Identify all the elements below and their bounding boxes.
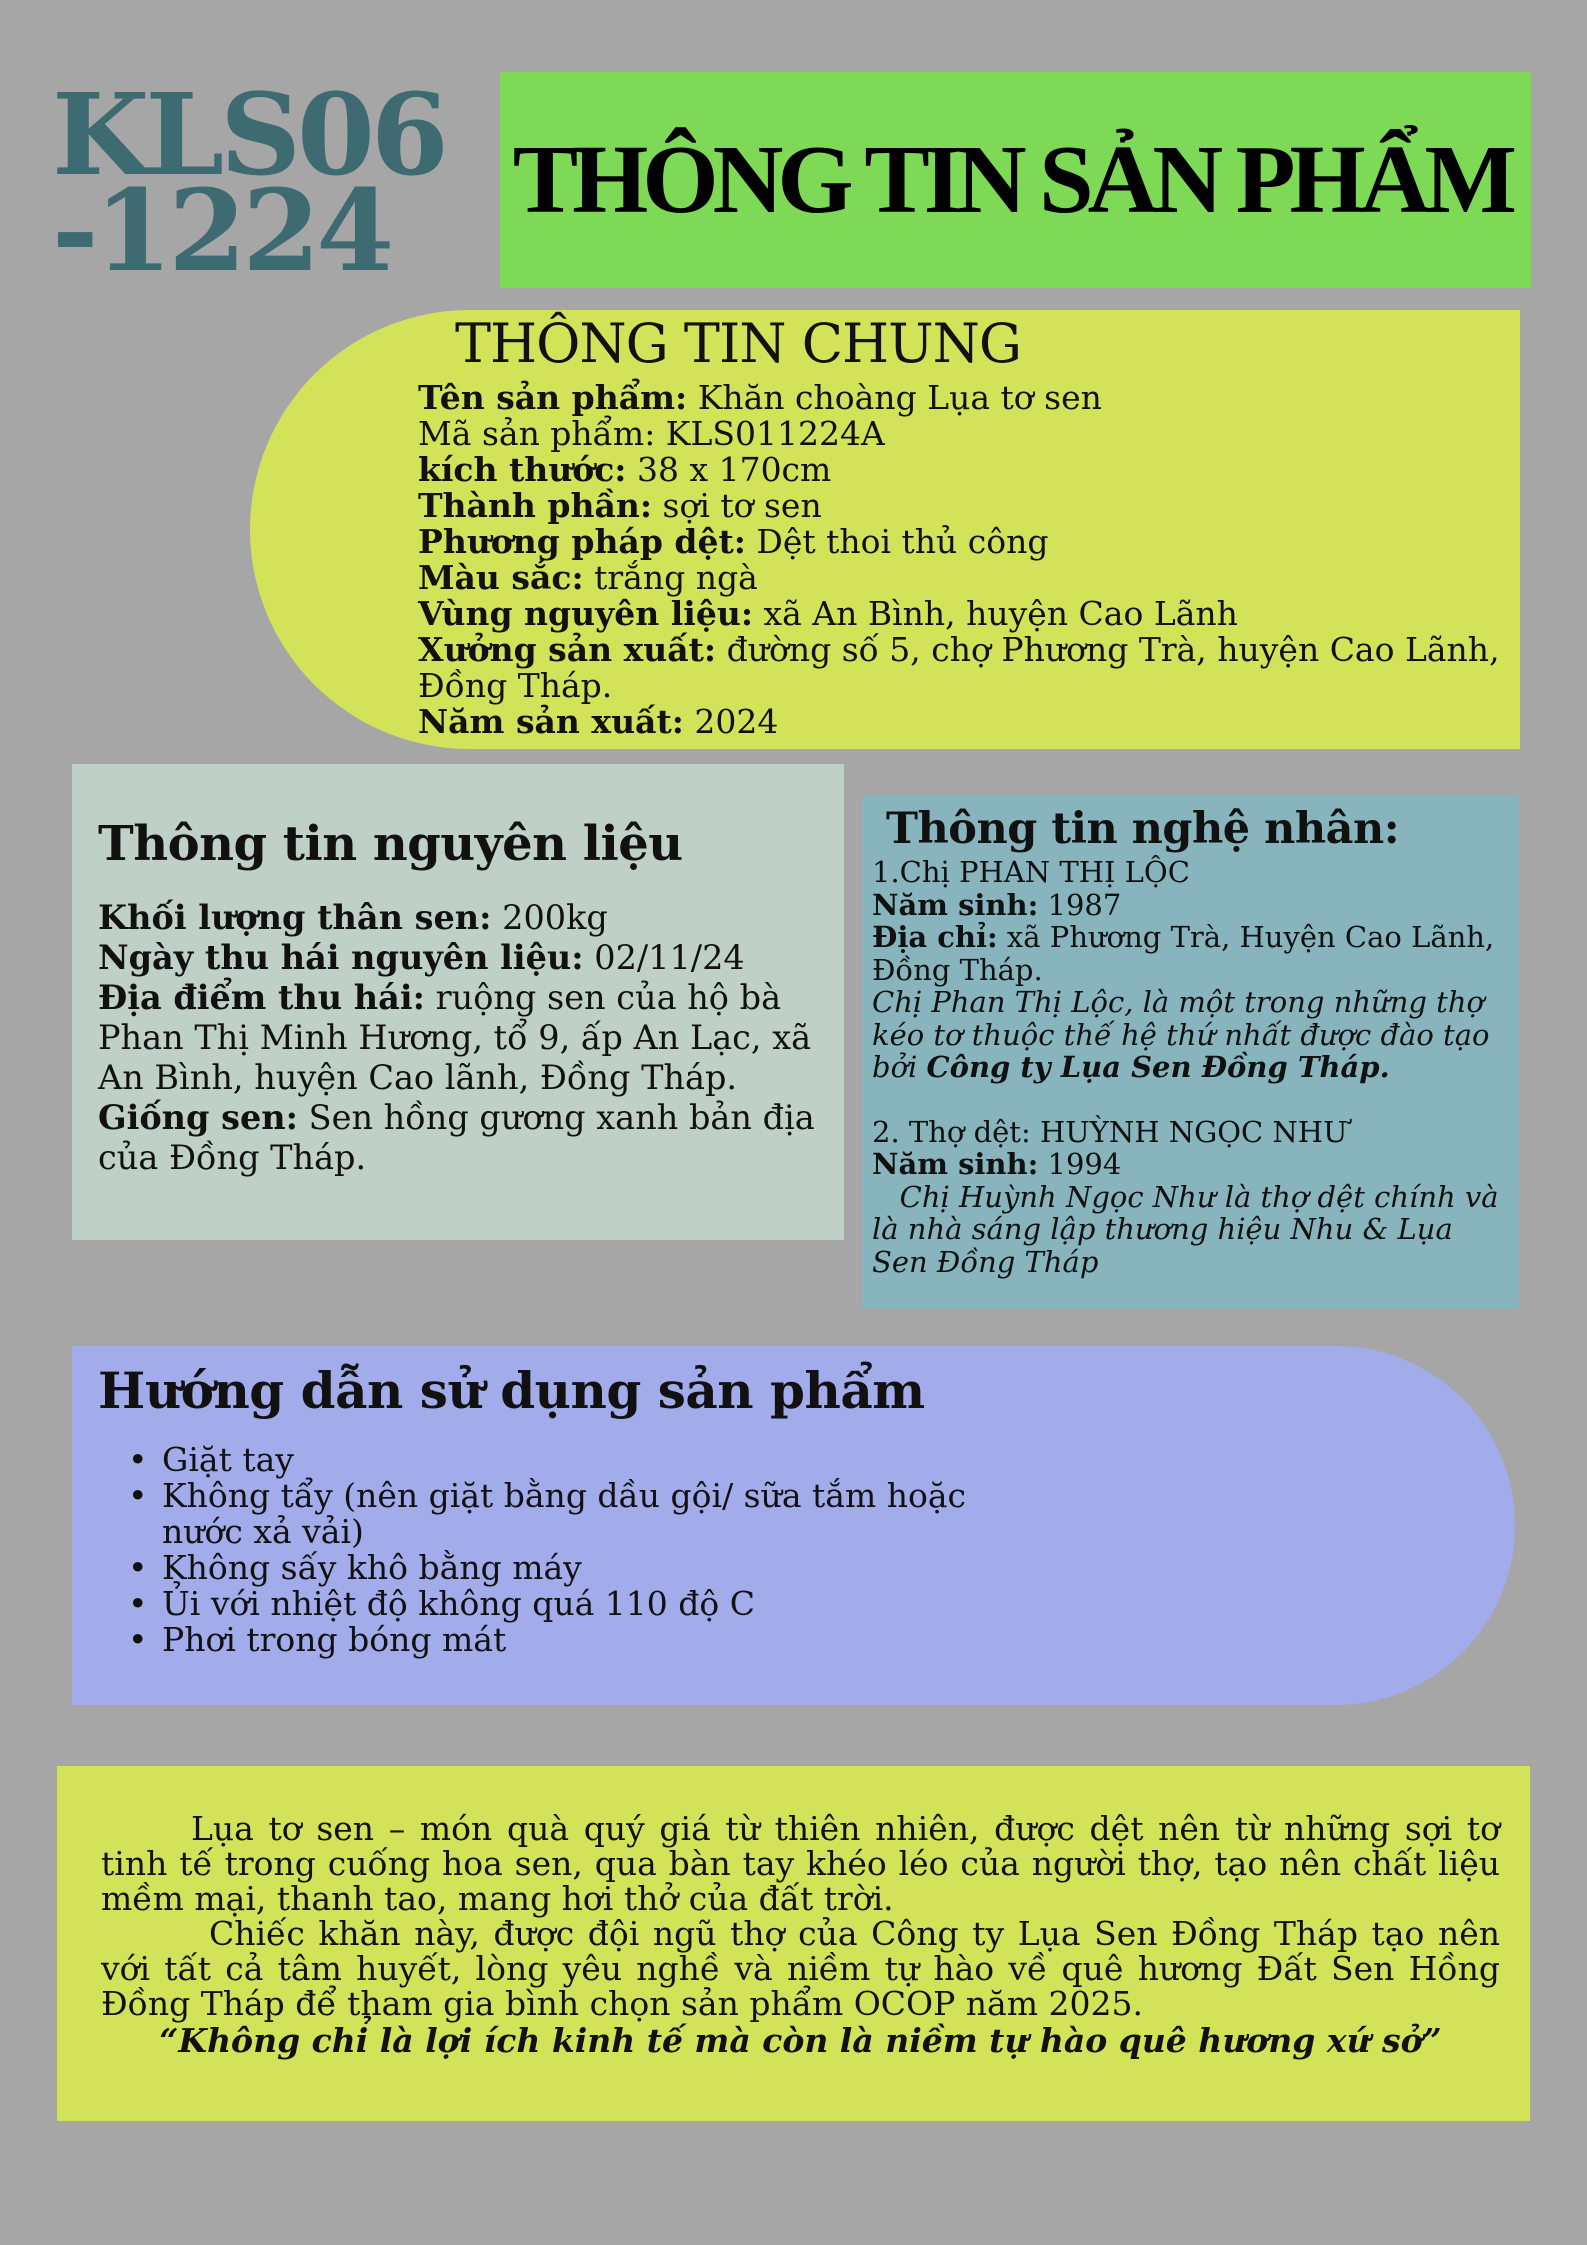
row-value: xã An Bình, huyện Cao Lãnh xyxy=(753,594,1238,633)
closing-paragraph-1: Lụa tơ sen – món quà quý giá từ thiên nhiên, được dệt nên từ những sợi tơ tinh tế trong cuống hoa sen, qua bàn tay khéo léo của người thợ, tạo nên chất liệu mềm mại, thanh tao, mang hơi thở của đất trời. xyxy=(101,1809,1500,1918)
row-label: Vùng nguyên liệu: xyxy=(418,594,753,633)
row-label: Tên sản phẩm: xyxy=(418,378,688,417)
material-row-lotus-variety xyxy=(98,1098,820,1178)
row-label: Phương pháp dệt: xyxy=(418,522,746,561)
material-row-harvest-location xyxy=(98,978,820,1098)
product-code-line-1: KLS06 xyxy=(52,70,445,201)
row-value: 1994 xyxy=(1038,1147,1122,1181)
closing-statement-panel xyxy=(57,1766,1530,2121)
artisan-2-name: 2. Thợ dệt: HUỲNH NGỌC NHƯ xyxy=(872,1114,1348,1149)
general-row-product-name xyxy=(418,380,1518,416)
row-value: Sen hồng gương xanh bản địa của Đồng Tháp. xyxy=(98,1098,815,1177)
list-item: • Ủi với nhiệt độ không quá 110 độ C xyxy=(162,1586,1002,1622)
material-info-panel xyxy=(72,764,844,1240)
list-item: • Giặt tay xyxy=(162,1442,1002,1478)
list-item: • Phơi trong bóng mát xyxy=(162,1622,1002,1658)
material-row-harvest-date xyxy=(98,938,820,978)
usage-guide-list xyxy=(162,1442,1002,1658)
row-value: ruộng sen của hộ bà Phan Thị Minh Hương, tổ 9, ấp An Lạc, xã An Bình, huyện Cao lãnh, Đồng Tháp. xyxy=(98,978,812,1097)
row-value: Mã sản phẩm: KLS011224A xyxy=(418,414,885,453)
row-value: xã Phương Trà, Huyện Cao Lãnh, Đồng Tháp. xyxy=(872,920,1495,987)
page-title: THÔNG TIN SẢN PHẨM xyxy=(512,126,1511,234)
row-label: Năm sinh: xyxy=(872,1147,1039,1181)
artisan-2-description-text: Chị Huỳnh Ngọc Như là thợ dệt chính và là nhà sáng lập thương hiệu Nhu & Lụa Sen Đồng Tháp xyxy=(872,1179,1508,1279)
list-item: • Không tẩy (nên giặt bằng dầu gội/ sữa tắm hoặc nước xả vải) xyxy=(162,1478,1002,1550)
row-label: Khối lượng thân sen: xyxy=(98,898,492,937)
title-banner xyxy=(500,72,1531,288)
row-value: Dệt thoi thủ công xyxy=(745,522,1049,561)
general-info-heading: THÔNG TIN CHUNG xyxy=(455,312,1022,375)
row-value: 2024 xyxy=(683,702,779,741)
general-row-year xyxy=(418,704,1518,740)
row-label: Năm sản xuất: xyxy=(418,702,684,741)
row-value: trắng ngà xyxy=(583,558,758,597)
artisan-1-address xyxy=(872,921,1505,986)
artisan-info-heading: Thông tin nghệ nhân: xyxy=(886,804,1400,854)
row-label: Màu sắc: xyxy=(418,558,584,597)
general-row-color xyxy=(418,560,1518,596)
row-label: Xưởng sản xuất: xyxy=(418,630,717,669)
general-row-composition xyxy=(418,488,1518,524)
general-row-workshop xyxy=(418,632,1518,704)
row-value: sợi tơ sen xyxy=(652,486,822,525)
artisan-info-body xyxy=(872,855,1508,1279)
general-row-size xyxy=(418,452,1518,488)
row-value: Khăn choàng Lụa tơ sen xyxy=(687,378,1102,417)
general-row-weaving-method xyxy=(418,524,1518,560)
general-info-list xyxy=(418,380,1518,740)
closing-paragraph-2: Chiếc khăn này, được đội ngũ thợ của Công ty Lụa Sen Đồng Tháp tạo nên với tất cả tâm huyết, lòng yêu nghề và niềm tự hào về quê hương Đất Sen Hồng Đồng Tháp để tham gia bình chọn sản phẩm OCOP năm 2025. xyxy=(101,1914,1500,2023)
artisan-info-panel xyxy=(862,795,1519,1309)
artisan-1-company: Công ty Lụa Sen Đồng Tháp. xyxy=(926,1050,1390,1084)
row-value: 1987 xyxy=(1038,887,1122,922)
row-value: 38 x 170cm xyxy=(626,450,832,489)
row-label: Địa điểm thu hái: xyxy=(98,978,425,1017)
artisan-1-birth-year xyxy=(872,889,1505,922)
material-info-list xyxy=(98,898,820,1178)
row-label: Năm sinh: xyxy=(872,887,1039,922)
row-label: Ngày thu hái nguyên liệu: xyxy=(98,938,584,977)
row-value: 02/11/24 xyxy=(583,938,745,977)
general-info-panel xyxy=(250,310,1520,749)
artisan-2-description xyxy=(872,1179,1508,1279)
row-value: 200kg xyxy=(491,898,608,937)
general-row-material-region xyxy=(418,596,1518,632)
artisan-1-description-text: Chị Phan Thị Lộc, là một trong những thợ kéo tơ thuộc thế hệ thứ nhất được đào tạo bởi xyxy=(872,985,1490,1084)
general-row-product-code xyxy=(418,416,1518,452)
artisan-2-birth-year xyxy=(872,1148,1505,1181)
row-label: Địa chỉ: xyxy=(872,920,998,954)
closing-quote: “Không chỉ là lợi ích kinh tế mà còn là niềm tự hào quê hương xứ sở” xyxy=(159,2021,1442,2060)
spacer xyxy=(872,1084,1505,1116)
row-label: Thành phần: xyxy=(418,486,653,525)
row-label: Giống sen: xyxy=(98,1098,299,1137)
artisan-1-name: 1.Chị PHAN THỊ LỘC xyxy=(872,855,1190,889)
usage-guide-panel xyxy=(72,1346,1515,1705)
usage-guide-heading: Hướng dẫn sử dụng sản phẩm xyxy=(98,1361,925,1420)
artisan-1-description xyxy=(872,986,1505,1084)
product-code-line-2: -1224 xyxy=(52,166,391,297)
material-info-heading: Thông tin nguyên liệu xyxy=(98,816,683,872)
material-row-weight xyxy=(98,898,820,938)
list-item: • Không sấy khô bằng máy xyxy=(162,1550,1002,1586)
product-code xyxy=(52,70,452,297)
row-label: kích thước: xyxy=(418,450,627,489)
row-value: đường số 5, chợ Phương Trà, huyện Cao Lãnh, Đồng Tháp. xyxy=(418,630,1500,705)
